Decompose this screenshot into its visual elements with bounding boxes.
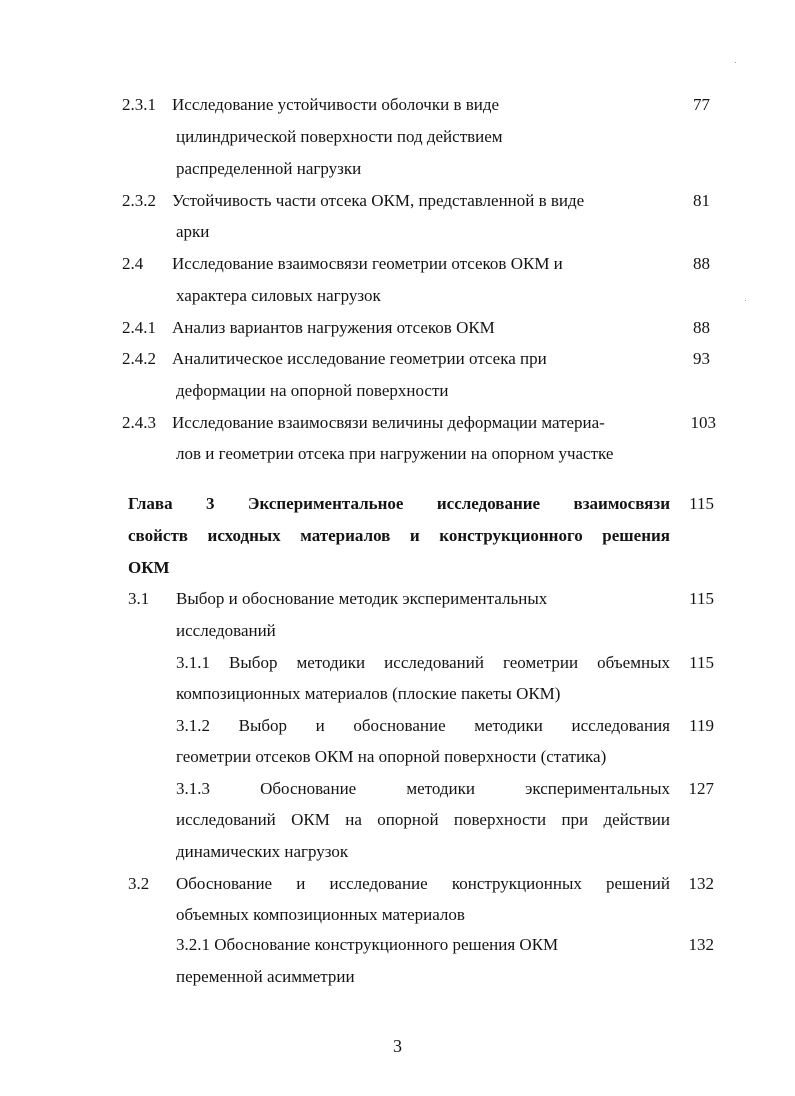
entry-title: 3.1.3 Обоснование методики экспериментальных bbox=[176, 779, 670, 798]
entry-title: распределенной нагрузки bbox=[176, 159, 362, 178]
entry-title: деформации на опорной поверхности bbox=[176, 381, 449, 400]
entry-page: 132 bbox=[688, 935, 714, 954]
entry-title: лов и геометрии отсека при нагружении на опорном участке bbox=[176, 444, 614, 463]
entry-title: динамических нагрузок bbox=[176, 842, 349, 861]
entry-title: Исследование взаимосвязи величины деформации материа- bbox=[172, 413, 605, 432]
entry-page: 115 bbox=[689, 589, 714, 608]
page-number: 3 bbox=[393, 1036, 402, 1056]
entry-title: исследований ОКМ на опорной поверхности при действии bbox=[176, 810, 670, 829]
entry-page: 132 bbox=[688, 874, 714, 893]
entry-page: 127 bbox=[688, 779, 714, 798]
entry-page: 81 bbox=[693, 191, 710, 210]
entry-title: Анализ вариантов нагружения отсеков ОКМ bbox=[172, 318, 495, 337]
entry-page: 119 bbox=[689, 716, 714, 735]
entry-title: Обоснование и исследование конструкционных решений bbox=[176, 874, 670, 893]
entry-number: 2.4.3 bbox=[122, 413, 156, 432]
entry-page: 88 bbox=[693, 254, 710, 273]
entry-page: 93 bbox=[693, 349, 710, 368]
entry-title: Исследование взаимосвязи геометрии отсеков ОКМ и bbox=[172, 254, 563, 273]
scan-speck bbox=[745, 300, 746, 301]
entry-number: 2.4.2 bbox=[122, 349, 156, 368]
entry-title: Устойчивость части отсека ОКМ, представленной в виде bbox=[172, 191, 585, 210]
entry-title: исследований bbox=[176, 621, 276, 640]
entry-number: 2.3.2 bbox=[122, 191, 156, 210]
entry-title: характера силовых нагрузок bbox=[176, 286, 381, 305]
entry-page: 77 bbox=[693, 95, 710, 114]
entry-title: Аналитическое исследование геометрии отсека при bbox=[172, 349, 547, 368]
entry-title: Выбор и обоснование методик экспериментальных bbox=[176, 589, 548, 608]
entry-page: 88 bbox=[693, 318, 710, 337]
entry-title: арки bbox=[176, 222, 210, 241]
entry-page: 115 bbox=[689, 653, 714, 672]
entry-number: 2.4.1 bbox=[122, 318, 156, 337]
chapter-heading: Глава 3 Экспериментальное исследование взаимосвязи bbox=[128, 494, 670, 513]
entry-title: 3.1.1 Выбор методики исследований геометрии объемных bbox=[176, 653, 670, 672]
entry-title: цилиндрической поверхности под действием bbox=[176, 127, 503, 146]
scan-speck bbox=[735, 62, 736, 63]
entry-number: 3.2 bbox=[128, 874, 150, 893]
entry-page: 103 bbox=[690, 413, 716, 432]
chapter-heading: ОКМ bbox=[128, 558, 170, 577]
entry-title: геометрии отсеков ОКМ на опорной поверхности (статика) bbox=[176, 747, 607, 766]
entry-number: 3.1 bbox=[128, 589, 150, 608]
entry-title: Исследование устойчивости оболочки в виде bbox=[172, 95, 500, 114]
entry-title: переменной асимметрии bbox=[176, 967, 355, 986]
chapter-heading: свойств исходных материалов и конструкционного решения bbox=[128, 526, 670, 545]
chapter-page: 115 bbox=[689, 494, 714, 513]
entry-number: 2.3.1 bbox=[122, 95, 156, 114]
entry-title: объемных композиционных материалов bbox=[176, 905, 465, 924]
entry-title: 3.2.1 Обоснование конструкционного решения ОКМ bbox=[176, 935, 559, 954]
entry-number: 2.4 bbox=[122, 254, 144, 273]
entry-title: 3.1.2 Выбор и обоснование методики исследования bbox=[176, 716, 670, 735]
entry-title: композиционных материалов (плоские пакеты ОКМ) bbox=[176, 684, 561, 703]
